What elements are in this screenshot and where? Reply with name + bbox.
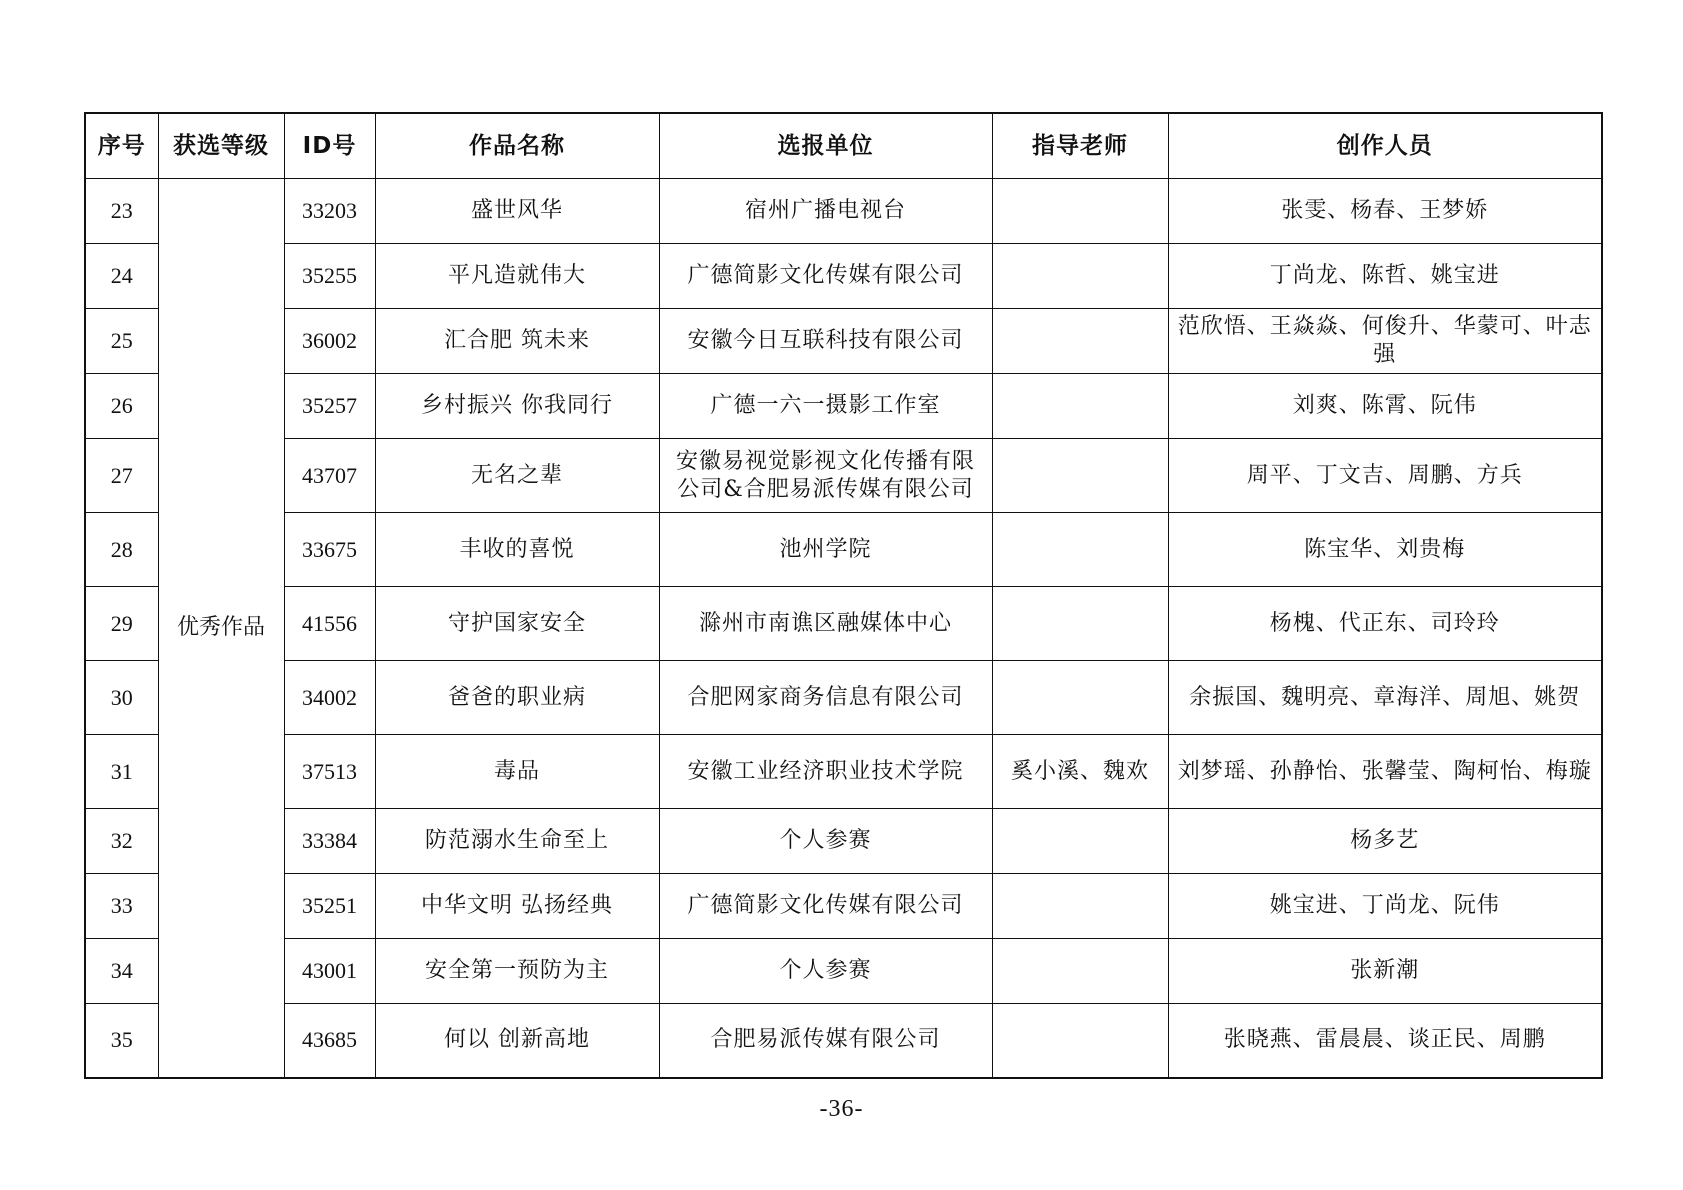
serial-cell: 27	[85, 439, 158, 513]
level-cell: 优秀作品	[158, 179, 284, 1078]
creators-cell: 周平、丁文吉、周鹏、方兵	[1168, 439, 1602, 513]
title-cell: 汇合肥 筑未来	[375, 309, 659, 374]
table-row	[85, 587, 1602, 661]
unit-cell: 宿州广播电视台	[659, 179, 992, 244]
table-row	[85, 735, 1602, 809]
teacher-cell	[992, 374, 1168, 439]
serial-cell: 29	[85, 587, 158, 661]
id-cell: 43707	[284, 439, 375, 513]
unit-cell: 广德一六一摄影工作室	[659, 374, 992, 439]
id-cell: 35255	[284, 244, 375, 309]
id-cell: 43685	[284, 1004, 375, 1078]
table-row	[85, 179, 1602, 244]
header-row	[85, 113, 1602, 179]
table-row	[85, 661, 1602, 735]
teacher-cell	[992, 309, 1168, 374]
id-cell: 35257	[284, 374, 375, 439]
title-cell: 防范溺水生命至上	[375, 809, 659, 874]
teacher-cell	[992, 874, 1168, 939]
serial-cell: 35	[85, 1004, 158, 1078]
title-cell: 何以 创新高地	[375, 1004, 659, 1078]
teacher-cell	[992, 939, 1168, 1004]
award-table	[84, 112, 1603, 1079]
teacher-cell	[992, 809, 1168, 874]
table-row	[85, 374, 1602, 439]
id-cell: 33384	[284, 809, 375, 874]
unit-cell: 安徽易视觉影视文化传播有限公司&合肥易派传媒有限公司	[659, 439, 992, 513]
title-cell: 守护国家安全	[375, 587, 659, 661]
id-cell: 36002	[284, 309, 375, 374]
creators-cell: 丁尚龙、陈哲、姚宝进	[1168, 244, 1602, 309]
table-row	[85, 1004, 1602, 1078]
serial-cell: 24	[85, 244, 158, 309]
unit-cell: 广德简影文化传媒有限公司	[659, 244, 992, 309]
teacher-cell	[992, 587, 1168, 661]
teacher-cell	[992, 439, 1168, 513]
creators-cell: 刘梦瑶、孙静怡、张馨莹、陶柯怡、梅璇	[1168, 735, 1602, 809]
unit-cell: 合肥网家商务信息有限公司	[659, 661, 992, 735]
table-body	[85, 179, 1602, 1078]
header-serial: 序号	[85, 113, 158, 179]
serial-cell: 30	[85, 661, 158, 735]
creators-cell: 张晓燕、雷晨晨、谈正民、周鹏	[1168, 1004, 1602, 1078]
id-cell: 43001	[284, 939, 375, 1004]
title-cell: 乡村振兴 你我同行	[375, 374, 659, 439]
creators-cell: 杨槐、代正东、司玲玲	[1168, 587, 1602, 661]
title-cell: 中华文明 弘扬经典	[375, 874, 659, 939]
table-row	[85, 439, 1602, 513]
serial-cell: 34	[85, 939, 158, 1004]
teacher-cell	[992, 513, 1168, 587]
creators-cell: 陈宝华、刘贵梅	[1168, 513, 1602, 587]
teacher-cell: 奚小溪、魏欢	[992, 735, 1168, 809]
title-cell: 安全第一预防为主	[375, 939, 659, 1004]
teacher-cell	[992, 1004, 1168, 1078]
teacher-cell	[992, 244, 1168, 309]
serial-cell: 23	[85, 179, 158, 244]
table-row	[85, 513, 1602, 587]
teacher-cell	[992, 661, 1168, 735]
table-row	[85, 309, 1602, 374]
creators-cell: 姚宝进、丁尚龙、阮伟	[1168, 874, 1602, 939]
title-cell: 盛世风华	[375, 179, 659, 244]
title-cell: 平凡造就伟大	[375, 244, 659, 309]
creators-cell: 余振国、魏明亮、章海洋、周旭、姚贺	[1168, 661, 1602, 735]
serial-cell: 32	[85, 809, 158, 874]
header-level: 获选等级	[158, 113, 284, 179]
title-cell: 爸爸的职业病	[375, 661, 659, 735]
table-header	[85, 113, 1602, 179]
header-unit: 选报单位	[659, 113, 992, 179]
unit-cell: 滁州市南谯区融媒体中心	[659, 587, 992, 661]
serial-cell: 25	[85, 309, 158, 374]
serial-cell: 33	[85, 874, 158, 939]
header-teacher: 指导老师	[992, 113, 1168, 179]
unit-cell: 池州学院	[659, 513, 992, 587]
creators-cell: 张雯、杨春、王梦娇	[1168, 179, 1602, 244]
unit-cell: 合肥易派传媒有限公司	[659, 1004, 992, 1078]
teacher-cell	[992, 179, 1168, 244]
header-id: ID号	[284, 113, 375, 179]
serial-cell: 31	[85, 735, 158, 809]
id-cell: 41556	[284, 587, 375, 661]
id-cell: 37513	[284, 735, 375, 809]
creators-cell: 刘爽、陈霄、阮伟	[1168, 374, 1602, 439]
award-table-container	[84, 112, 1601, 1079]
creators-cell: 张新潮	[1168, 939, 1602, 1004]
table-row	[85, 809, 1602, 874]
id-cell: 33675	[284, 513, 375, 587]
id-cell: 33203	[284, 179, 375, 244]
serial-cell: 28	[85, 513, 158, 587]
title-cell: 丰收的喜悦	[375, 513, 659, 587]
id-cell: 34002	[284, 661, 375, 735]
creators-cell: 杨多艺	[1168, 809, 1602, 874]
header-creators: 创作人员	[1168, 113, 1602, 179]
page-number: -36-	[819, 1096, 864, 1122]
creators-cell: 范欣悟、王焱焱、何俊升、华蒙可、叶志强	[1168, 309, 1602, 374]
unit-cell: 个人参赛	[659, 809, 992, 874]
title-cell: 无名之辈	[375, 439, 659, 513]
id-cell: 35251	[284, 874, 375, 939]
header-title: 作品名称	[375, 113, 659, 179]
unit-cell: 广德简影文化传媒有限公司	[659, 874, 992, 939]
unit-cell: 个人参赛	[659, 939, 992, 1004]
unit-cell: 安徽今日互联科技有限公司	[659, 309, 992, 374]
title-cell: 毒品	[375, 735, 659, 809]
unit-cell: 安徽工业经济职业技术学院	[659, 735, 992, 809]
table-row	[85, 874, 1602, 939]
table-row	[85, 244, 1602, 309]
serial-cell: 26	[85, 374, 158, 439]
table-row	[85, 939, 1602, 1004]
